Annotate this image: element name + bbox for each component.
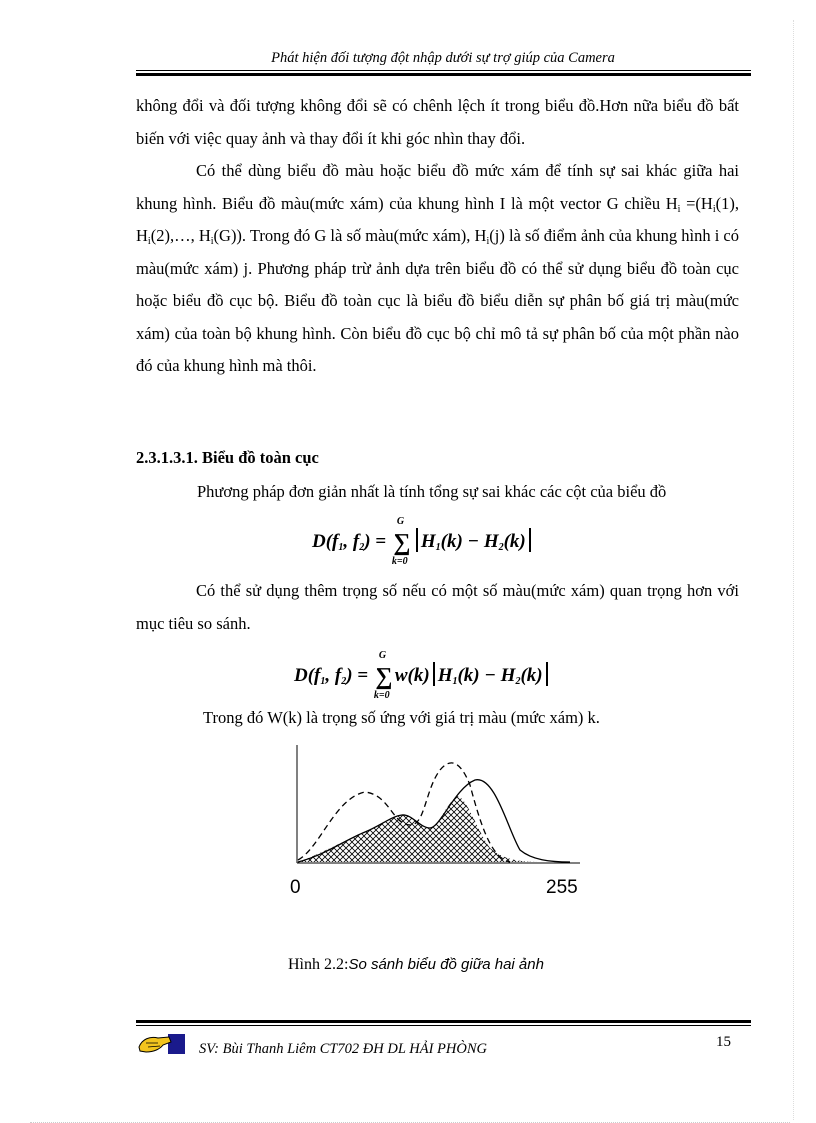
summation-symbol: ∑ G k=0	[373, 650, 393, 701]
overlap-hatched-area	[298, 796, 538, 862]
summation-symbol: ∑ G k=0	[391, 516, 411, 567]
intro-line: Phương pháp đơn giản nhất là tính tổng sự sai khác các cột của biểu đồ	[197, 482, 667, 501]
footer-rule-thin	[136, 1025, 751, 1026]
section-heading: 2.3.1.3.1. Biểu đồ toàn cục	[136, 448, 319, 467]
page-number: 15	[716, 1034, 731, 1050]
footer-rule-thick	[136, 1020, 751, 1023]
paragraph-2: Có thể dùng biểu đồ màu hoặc biểu đồ mức xám để tính sự sai khác giữa hai khung hình. Biểu đồ màu(mức xám) của khung hình I là một vector G chiều $H_i =(H_i(1)$, $H_i(2),\dots$, $H_i(G)$). Trong đó G là số màu(mức xám), $H_i(j)$ là số điểm ảnh của khung hình i có màu(mức xám) j. Phương pháp trừ ảnh dựa trên biểu đồ có thể sử dụng biểu đồ toàn cục hoặc biểu đồ cục bộ. Biểu đồ toàn cục là biểu đồ biểu diễn sự phân bố giá trị màu(mức xám) của toàn bộ khung hình. Còn biểu đồ cục bộ chỉ mô tả sự phân bố của một phần nào đó của khung hình mà thôi.	[136, 161, 740, 375]
formula-2: $D(f_1$, $f_2$) = ∑ G k=0 w(k) $H_1(k) - H_2(k)$	[294, 662, 551, 691]
histogram-comparison-figure	[280, 740, 590, 905]
axis-max-label: 255	[546, 877, 578, 898]
paragraph-3: Có thể sử dụng thêm trọng số nếu có một số màu(mức xám) quan trọng hơn với mục tiêu so sánh.	[136, 581, 739, 633]
weight-description: Trong đó W(k) là trọng số ứng với giá trị màu (mức xám) k.	[203, 708, 600, 727]
header-rule-thick	[136, 73, 751, 76]
hand-writing-icon	[138, 1033, 186, 1055]
footer-student-info: SV: Bùi Thanh Liêm CT702 ĐH DL HẢI PHÒNG	[199, 1041, 487, 1057]
figure-caption: Hình 2.2:So sánh biểu đồ giữa hai ảnh	[288, 956, 544, 973]
formula-1: $D(f_1$, $f_2$) = ∑ G k=0 $H_1(k) - H_2(k)$	[312, 528, 534, 557]
page-header-title: Phát hiện đối tượng đột nhập dưới sự trợ giúp của Camera	[271, 50, 615, 66]
axis-min-label: 0	[290, 877, 301, 898]
header-rule-thin	[136, 70, 751, 71]
paragraph-1: không đổi và đối tượng không đổi sẽ có chênh lệch ít trong biểu đồ.Hơn nữa biểu đồ bất biến với việc quay ảnh và thay đổi ít khi góc nhìn thay đổi.	[136, 96, 739, 148]
page-edge-dotted-right	[793, 20, 794, 1120]
